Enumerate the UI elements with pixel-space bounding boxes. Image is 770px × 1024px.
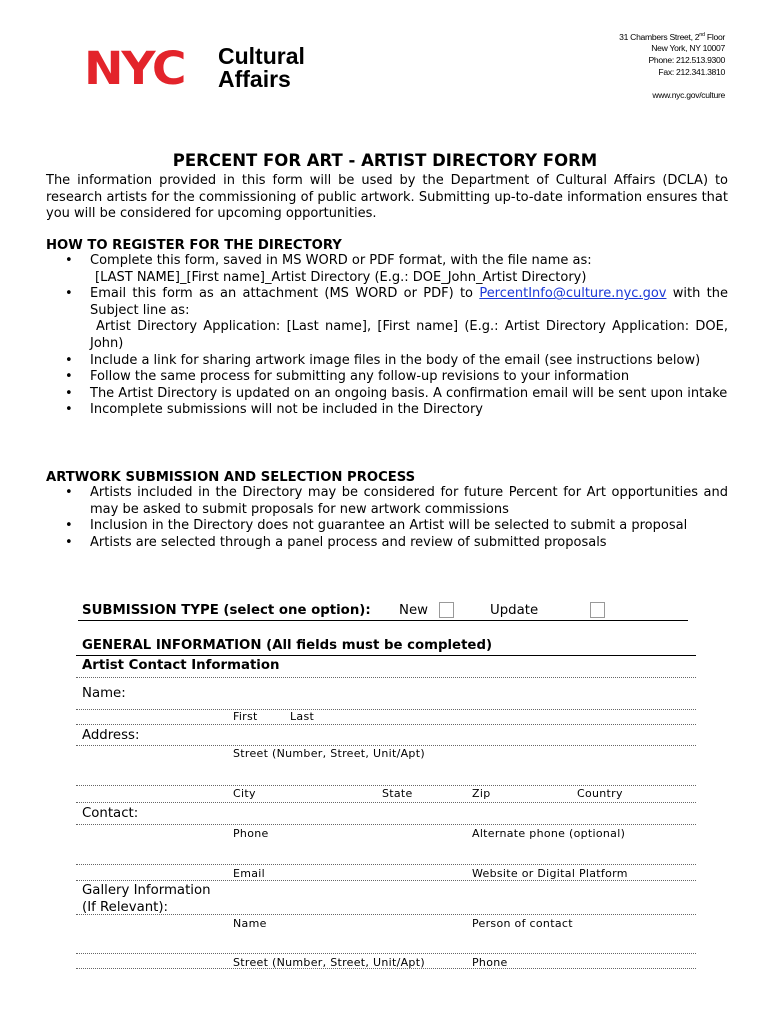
divider [76, 677, 696, 678]
intro-paragraph: The information provided in this form will be used by the Department of Cultural Affairs (DCLA) to research artists for the commissioning of public artwork. Submitting up-to-date information ensures that you will be considered for upcoming opportunities. [46, 173, 728, 222]
name-label: Name: [82, 686, 126, 701]
how-to-list [46, 253, 728, 419]
phone-field-line[interactable] [76, 824, 696, 825]
list-item: • Complete this form, saved in MS WORD or PDF format, with the file name as: [LAST NAME]_[First name]_Artist Directory (E.g.: DOE_John_Artist Directory) [46, 253, 728, 286]
artwork-list [46, 485, 728, 551]
general-divider [76, 655, 696, 656]
list-item: • Artists are selected through a panel process and review of submitted proposals [46, 535, 728, 552]
street-caption: Street (Number, Street, Unit/Apt) [233, 747, 425, 760]
new-option-label: New [399, 603, 429, 618]
address-city: New York, NY 10007 [651, 43, 725, 54]
submission-divider [78, 620, 688, 621]
logo-affairs-text: Affairs [218, 66, 291, 88]
state-caption: State [382, 787, 413, 800]
contact-label: Contact: [82, 806, 139, 821]
zip-caption: Zip [472, 787, 491, 800]
gallery-street-caption: Street (Number, Street, Unit/Apt) [233, 956, 425, 969]
update-option-label: Update [490, 603, 539, 618]
alt-phone-caption: Alternate phone (optional) [472, 827, 626, 840]
address-web: www.nyc.gov/culture [652, 90, 725, 101]
how-to-heading: HOW TO REGISTER FOR THE DIRECTORY [46, 238, 342, 253]
first-caption: First [233, 710, 258, 723]
address-phone: Phone: 212.513.9300 [648, 55, 725, 66]
list-item: • Include a link for sharing artwork image files in the body of the email (see instructions below) [46, 353, 728, 370]
contact-info-heading: Artist Contact Information [82, 658, 280, 673]
general-info-heading: GENERAL INFORMATION (All fields must be completed) [82, 638, 493, 653]
nyc-cultural-affairs-logo [84, 42, 324, 88]
email-link[interactable]: PercentInfo@culture.nyc.gov [479, 286, 667, 302]
artwork-heading: ARTWORK SUBMISSION AND SELECTION PROCESS [46, 470, 416, 485]
country-caption: Country [577, 787, 623, 800]
divider [76, 802, 696, 803]
divider [76, 880, 696, 881]
how-to-section [46, 238, 728, 419]
logo-graphic [84, 42, 324, 88]
gallery-phone-caption: Phone [472, 956, 508, 969]
list-item: • The Artist Directory is updated on an ongoing basis. A confirmation email will be sent upon intake [46, 386, 728, 403]
submission-type-label: SUBMISSION TYPE (select one option): [82, 603, 371, 618]
page-title: PERCENT FOR ART - ARTIST DIRECTORY FORM [172, 151, 598, 170]
email-field-line[interactable] [76, 864, 696, 865]
logo-cultural-text: Cultural [218, 43, 305, 69]
new-checkbox[interactable] [439, 602, 454, 618]
city-field-line[interactable] [76, 785, 696, 786]
website-caption: Website or Digital Platform [472, 867, 628, 880]
email-caption: Email [233, 867, 266, 880]
list-item: • Incomplete submissions will not be included in the Directory [46, 402, 728, 419]
city-caption: City [233, 787, 256, 800]
address-label: Address: [82, 728, 140, 743]
gallery-label: Gallery Information (If Relevant): [82, 883, 211, 915]
gallery-person-caption: Person of contact [472, 917, 573, 930]
list-item: • Inclusion in the Directory does not guarantee an Artist will be selected to submit a proposal [46, 518, 728, 535]
artwork-section [46, 470, 728, 551]
address-block [619, 30, 725, 102]
gallery-name-field-line[interactable] [76, 914, 696, 915]
address-field-line[interactable] [76, 745, 696, 746]
divider [76, 724, 696, 725]
gallery-street-field-line[interactable] [76, 953, 696, 954]
logo-nyc-text: NYC [84, 42, 185, 88]
phone-caption: Phone [233, 827, 269, 840]
last-caption: Last [290, 710, 315, 723]
list-item: • Artists included in the Directory may be considered for future Percent for Art opportunities and may be asked to submit proposals for new artwork commissions [46, 485, 728, 518]
list-item: • Follow the same process for submitting any follow-up revisions to your information [46, 369, 728, 386]
update-checkbox[interactable] [590, 602, 605, 618]
address-fax: Fax: 212.341.3810 [658, 66, 725, 77]
list-item: • Email this form as an attachment (MS WORD or PDF) to PercentInfo@culture.nyc.gov with the Subject line as: Artist Directory Application: [Last name], [First name] (E.g.: Artist Directory Application: DOE, John) [46, 286, 728, 352]
divider [76, 968, 696, 969]
name-field-line[interactable] [76, 709, 696, 710]
gallery-name-caption: Name [233, 917, 267, 930]
address-street: 31 Chambers Street, 2nd Floor [619, 31, 725, 42]
